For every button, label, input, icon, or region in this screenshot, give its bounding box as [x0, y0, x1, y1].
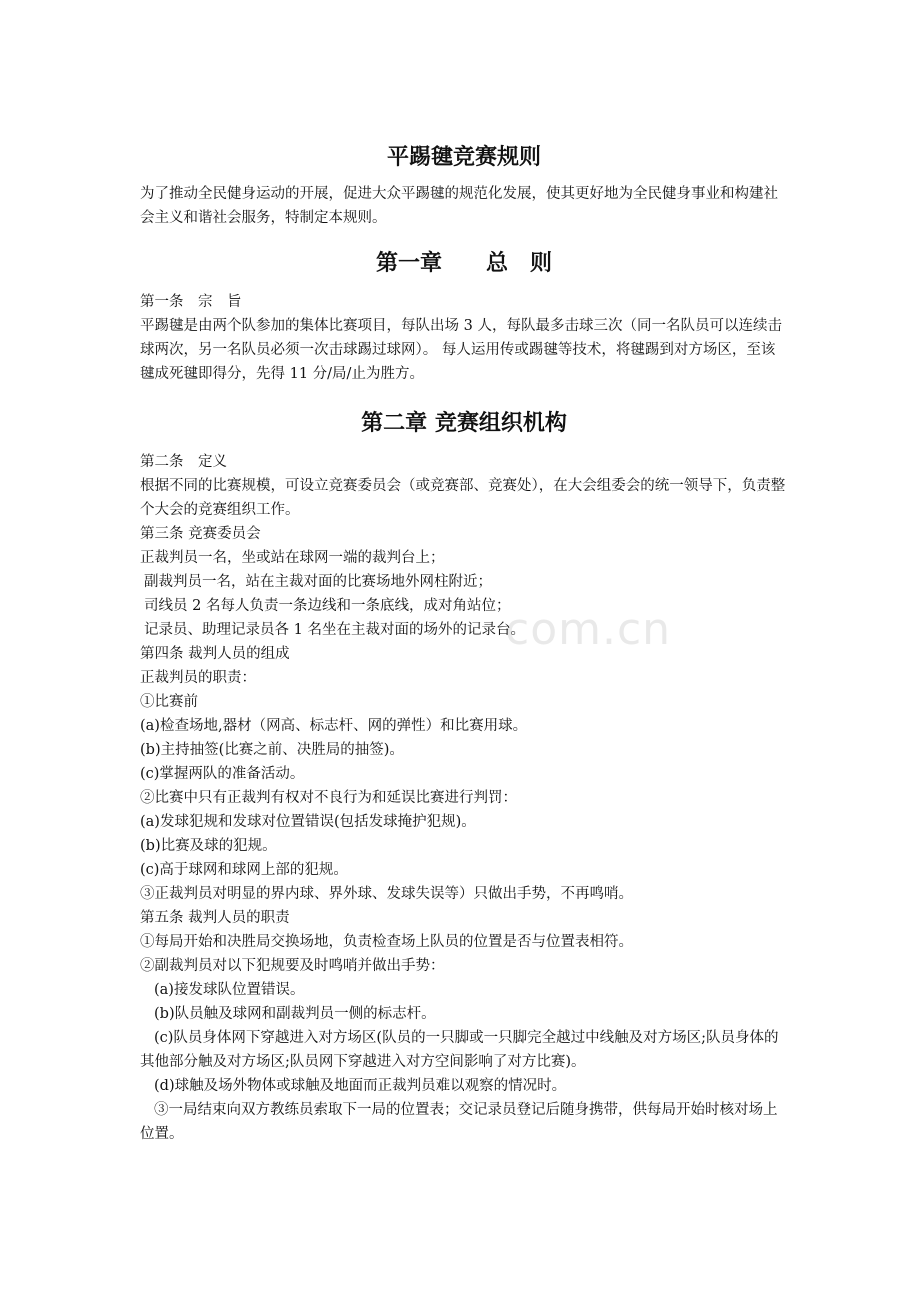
article-4-line: (c)掌握两队的准备活动。: [140, 766, 305, 782]
chapter-1-heading: [140, 248, 788, 278]
article-5-sub-item: ③一局结束向双方教练员索取下一局的位置表；交记录员登记后随身携带，供每局开始时核对场上位置。: [140, 1102, 778, 1142]
article-5-sub-item: (b)队员触及球网和副裁判员一侧的标志杆。: [154, 1006, 436, 1022]
article-4-line: 正裁判员的职责：: [140, 670, 256, 686]
article-5-sub-item: (a)接发球队位置错误。: [154, 982, 305, 998]
article-4-line: (b)比赛及球的犯规。: [140, 838, 277, 854]
article-1-heading: 第一条 宗 旨: [140, 294, 242, 310]
article-4-line: ①比赛前: [140, 694, 198, 710]
article-5-heading: 第五条 裁判人员的职责: [140, 910, 290, 926]
article-4-line: ②比赛中只有正裁判有权对不良行为和延误比赛进行判罚：: [140, 790, 517, 806]
article-3-heading: 第三条 竞赛委员会: [140, 526, 261, 542]
article-4-line: (a)发球犯规和发球对位置错误(包括发球掩护犯规)。: [140, 814, 476, 830]
article-2-heading: 第二条 定义: [140, 454, 227, 470]
doc-title: 平踢毽竞赛规则: [386, 144, 541, 170]
article-5-sub-item: (c)队员身体网下穿越进入对方场区(队员的一只脚或一只脚完全越过中线触及对方场区;队员身体的其他部分触及对方场区;队员网下穿越进入对方空间影响了对方比赛)。: [140, 1030, 779, 1070]
article-4-line: (a)检查场地,器材（网高、标志杆、网的弹性）和比赛用球。: [140, 718, 528, 734]
article-3-line: 正裁判员一名，坐或站在球网一端的裁判台上；: [140, 550, 445, 566]
intro-paragraph: 为了推动全民健身运动的开展，促进大众平踢毽的规范化发展，使其更好地为全民健身事业和构建社会主义和谐社会服务，特制定本规则。: [140, 186, 778, 226]
article-2-body: 根据不同的比赛规模，可设立竞赛委员会（或竞赛部、竞赛处），在大会组委会的统一领导下，负责整个大会的竞赛组织工作。: [140, 478, 786, 518]
chapter-1-name: 总 则: [486, 250, 553, 276]
article-4-line: (c)高于球网和球网上部的犯规。: [140, 862, 348, 878]
article-5-sub-item: (d)球触及场外物体或球触及地面而正裁判员难以观察的情况时。: [154, 1078, 567, 1094]
article-4-heading: 第四条 裁判人员的组成: [140, 646, 290, 662]
article-5-line: ①每局开始和决胜局交换场地，负责检查场上队员的位置是否与位置表相符。: [140, 934, 633, 950]
article-3-line: 副裁判员一名，站在主裁对面的比赛场地外网柱附近；: [144, 574, 492, 590]
article-5-line: ②副裁判员对以下犯规要及时鸣哨并做出手势：: [140, 958, 445, 974]
article-4-line: (b)主持抽签(比赛之前、决胜局的抽签)。: [140, 742, 404, 758]
article-4-line: ③正裁判员对明显的界内球、界外球、发球失误等）只做出手势，不再鸣哨。: [140, 886, 633, 902]
article-1-body: 平踢毽是由两个队参加的集体比赛项目，每队出场 3 人，每队最多击球三次（同一名队员可以连续击球两次，另一名队员必须一次击球踢过球网）。 每人运用传或踢毽等技术，将毽踢到对方场区，至该毽成死毽即得分，先得 11 分/局/止为胜方。: [140, 318, 782, 382]
article-3-line: 司线员 2 名每人负责一条边线和一条底线，成对角站位；: [144, 598, 511, 614]
article-3-line: 记录员、助理记录员各 1 名坐在主裁对面的场外的记录台。: [144, 622, 525, 638]
watermark: com.cn: [505, 604, 672, 655]
document-page: [140, 132, 788, 1146]
chapter-1-number: 第一章: [375, 250, 442, 276]
chapter-2-heading: 第二章 竞赛组织机构: [361, 410, 567, 436]
